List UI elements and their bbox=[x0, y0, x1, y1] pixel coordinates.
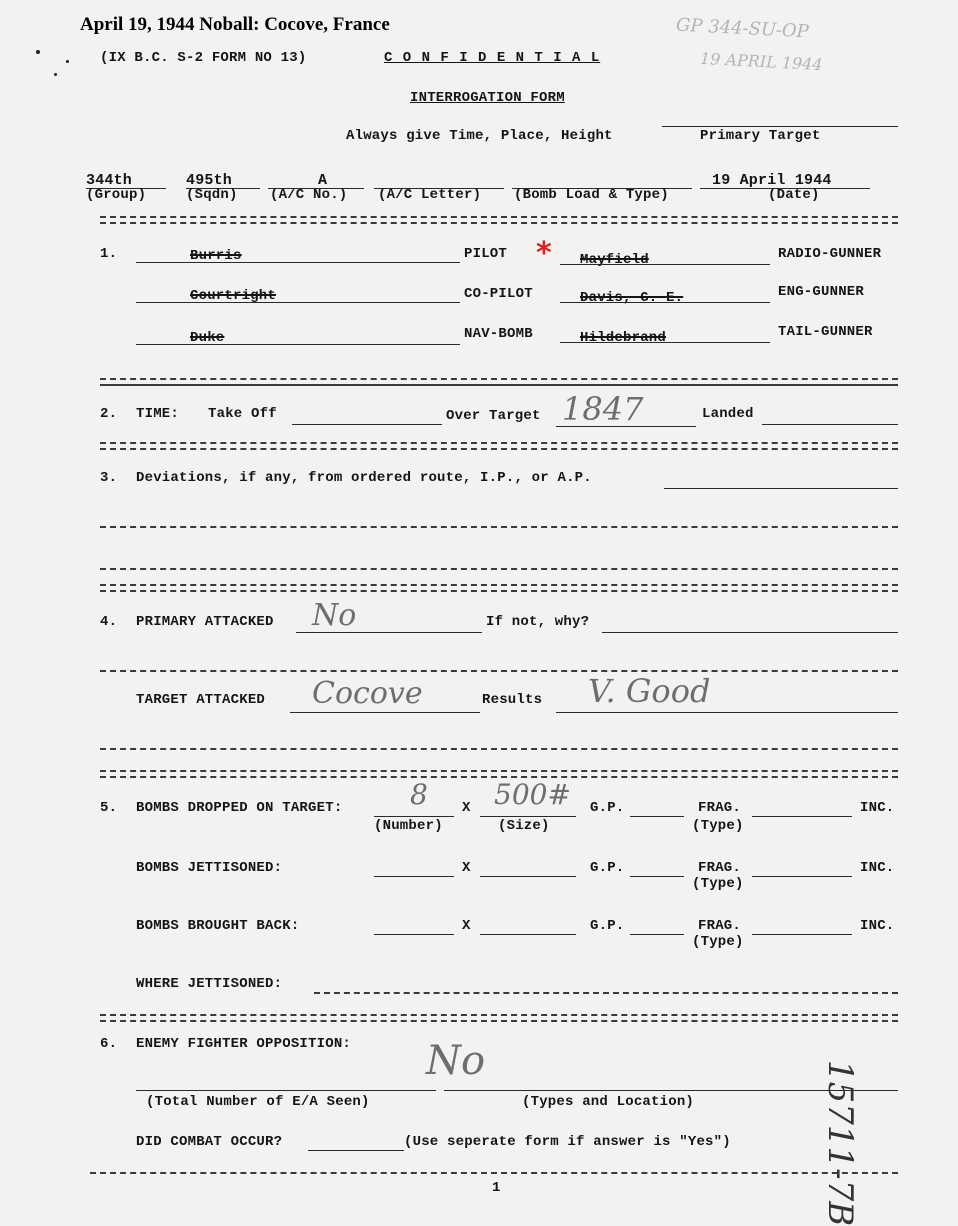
pilot-name: Burris bbox=[190, 248, 242, 264]
primary-target-label: Primary Target bbox=[700, 128, 821, 144]
frag-line bbox=[752, 876, 852, 877]
why-line bbox=[602, 632, 898, 633]
number-caption: (Number) bbox=[374, 818, 443, 834]
gp-line bbox=[630, 934, 684, 935]
form-number: (IX B.C. S-2 FORM NO 13) bbox=[100, 50, 307, 66]
take-off-line bbox=[292, 424, 442, 425]
section-divider bbox=[100, 384, 898, 386]
frag-label: FRAG. bbox=[698, 800, 742, 816]
squadron-value: 495th bbox=[186, 172, 233, 189]
where-jettisoned-line bbox=[314, 992, 898, 994]
landed-line bbox=[762, 424, 898, 425]
why-continuation-line bbox=[100, 670, 898, 672]
archive-pencil-note-2: 19 APRIL 1944 bbox=[699, 48, 823, 75]
tail-gunner-label: TAIL-GUNNER bbox=[778, 324, 873, 340]
frag-line bbox=[752, 816, 852, 817]
navbomb-name: Duke bbox=[190, 330, 225, 346]
group-label: (Group) bbox=[86, 187, 147, 203]
number-line bbox=[374, 876, 454, 877]
form-title: INTERROGATION FORM bbox=[410, 90, 565, 106]
bombs-dropped-number: 8 bbox=[410, 778, 428, 811]
page-number: 1 bbox=[492, 1180, 501, 1196]
stray-mark bbox=[66, 60, 69, 63]
red-asterisk-marker: * bbox=[536, 236, 552, 271]
classification: C O N F I D E N T I A L bbox=[384, 50, 601, 66]
ac-no-label: (A/C No.) bbox=[270, 187, 348, 203]
number-line bbox=[374, 816, 454, 817]
target-line bbox=[290, 712, 480, 713]
section-1-number: 1. bbox=[100, 246, 118, 262]
primary-line bbox=[296, 632, 482, 633]
over-target-line bbox=[556, 426, 696, 427]
frag-line bbox=[752, 934, 852, 935]
tail-gunner-name: Hildebrand bbox=[580, 330, 667, 346]
section-divider bbox=[100, 378, 898, 380]
type-caption: (Type) bbox=[692, 934, 744, 950]
size-caption: (Size) bbox=[498, 818, 550, 834]
bombs-dropped-label: BOMBS DROPPED ON TARGET: bbox=[136, 800, 343, 816]
where-jettisoned-label: WHERE JETTISONED: bbox=[136, 976, 283, 992]
inc-label: INC. bbox=[860, 918, 895, 934]
frag-label: FRAG. bbox=[698, 918, 742, 934]
radio-gunner-name: Mayfield bbox=[580, 252, 649, 268]
type-caption: (Type) bbox=[692, 818, 744, 834]
landed-label: Landed bbox=[702, 406, 754, 422]
instruction: Always give Time, Place, Height bbox=[346, 128, 613, 144]
bombs-brought-back-label: BOMBS BROUGHT BACK: bbox=[136, 918, 300, 934]
bombs-dropped-size: 500# bbox=[494, 778, 571, 811]
section-6-number: 6. bbox=[100, 1036, 118, 1052]
gp-label: G.P. bbox=[590, 918, 625, 934]
number-line bbox=[374, 934, 454, 935]
deviations-line bbox=[100, 568, 898, 570]
primary-attacked-value: No bbox=[312, 598, 357, 633]
x-label: X bbox=[462, 918, 471, 934]
results-label: Results bbox=[482, 692, 543, 708]
combat-occur-label: DID COMBAT OCCUR? bbox=[136, 1134, 283, 1150]
inc-label: INC. bbox=[860, 800, 895, 816]
stray-mark bbox=[36, 50, 40, 54]
section-divider bbox=[100, 584, 898, 586]
time-label: TIME: bbox=[136, 406, 180, 422]
primary-attacked-label: PRIMARY ATTACKED bbox=[136, 614, 274, 630]
size-line bbox=[480, 876, 576, 877]
pilot-line bbox=[136, 262, 460, 263]
take-off-label: Take Off bbox=[208, 406, 277, 422]
total-line bbox=[136, 1090, 436, 1091]
enemy-fighter-value: No bbox=[426, 1038, 486, 1084]
radio-gunner-label: RADIO-GUNNER bbox=[778, 246, 882, 262]
date-label: (Date) bbox=[768, 187, 820, 203]
eng-line bbox=[560, 302, 770, 303]
bomb-load-label: (Bomb Load & Type) bbox=[514, 187, 669, 203]
squadron-label: (Sqdn) bbox=[186, 187, 238, 203]
copilot-line bbox=[136, 302, 460, 303]
types-location-caption: (Types and Location) bbox=[522, 1094, 695, 1110]
size-line bbox=[480, 934, 576, 935]
results-line bbox=[556, 712, 898, 713]
results-continuation-line bbox=[100, 748, 898, 750]
section-divider bbox=[100, 770, 898, 772]
gp-label: G.P. bbox=[590, 860, 625, 876]
if-not-why-label: If not, why? bbox=[486, 614, 590, 630]
copilot-name: Courtright bbox=[190, 288, 277, 304]
section-divider bbox=[100, 1014, 898, 1016]
x-label: X bbox=[462, 800, 471, 816]
ac-letter-value: A bbox=[318, 172, 328, 189]
section-divider bbox=[100, 442, 898, 444]
over-target-label: Over Target bbox=[446, 408, 541, 424]
section-3-number: 3. bbox=[100, 470, 118, 486]
target-attacked-value: Cocove bbox=[312, 676, 423, 711]
date-value: 19 April 1944 bbox=[712, 172, 832, 189]
section-4-number: 4. bbox=[100, 614, 118, 630]
copilot-label: CO-PILOT bbox=[464, 286, 533, 302]
enemy-fighter-label: ENEMY FIGHTER OPPOSITION: bbox=[136, 1036, 352, 1052]
bombs-jettisoned-label: BOMBS JETTISONED: bbox=[136, 860, 283, 876]
section-2-number: 2. bbox=[100, 406, 118, 422]
section-divider bbox=[100, 448, 898, 450]
gp-label: G.P. bbox=[590, 800, 625, 816]
section-divider bbox=[100, 590, 898, 592]
over-target-value: 1847 bbox=[562, 390, 644, 428]
total-ea-caption: (Total Number of E/A Seen) bbox=[146, 1094, 370, 1110]
frag-label: FRAG. bbox=[698, 860, 742, 876]
navbomb-label: NAV-BOMB bbox=[464, 326, 533, 342]
size-line bbox=[480, 816, 576, 817]
gp-line bbox=[630, 816, 684, 817]
radio-line bbox=[560, 264, 770, 265]
gp-line bbox=[630, 876, 684, 877]
type-caption: (Type) bbox=[692, 876, 744, 892]
primary-target-line bbox=[662, 126, 898, 127]
section-5-number: 5. bbox=[100, 800, 118, 816]
target-attacked-label: TARGET ATTACKED bbox=[136, 692, 266, 708]
results-value: V. Good bbox=[588, 672, 711, 710]
group-value: 344th bbox=[86, 172, 133, 189]
combat-note: (Use seperate form if answer is "Yes") bbox=[404, 1134, 731, 1150]
section-divider bbox=[100, 216, 898, 218]
tail-line bbox=[560, 342, 770, 343]
deviations-line bbox=[664, 488, 898, 489]
pilot-label: PILOT bbox=[464, 246, 508, 262]
x-label: X bbox=[462, 860, 471, 876]
ac-letter-label: (A/C Letter) bbox=[378, 187, 482, 203]
eng-gunner-name: Davis, G. E. bbox=[580, 290, 684, 306]
section-divider bbox=[100, 1020, 898, 1022]
archive-pencil-note: GP 344-SU-OP bbox=[675, 14, 810, 43]
combat-line bbox=[308, 1150, 404, 1151]
stray-mark bbox=[54, 73, 57, 76]
eng-gunner-label: ENG-GUNNER bbox=[778, 284, 865, 300]
document-caption: April 19, 1944 Noball: Cocove, France bbox=[80, 14, 390, 35]
deviations-line bbox=[100, 526, 898, 528]
page-bottom-divider bbox=[90, 1172, 898, 1174]
margin-handwritten-id: 15711-7B bbox=[820, 1060, 860, 1226]
inc-label: INC. bbox=[860, 860, 895, 876]
navbomb-line bbox=[136, 344, 460, 345]
deviations-label: Deviations, if any, from ordered route, I.P., or A.P. bbox=[136, 470, 592, 486]
section-divider bbox=[100, 222, 898, 224]
